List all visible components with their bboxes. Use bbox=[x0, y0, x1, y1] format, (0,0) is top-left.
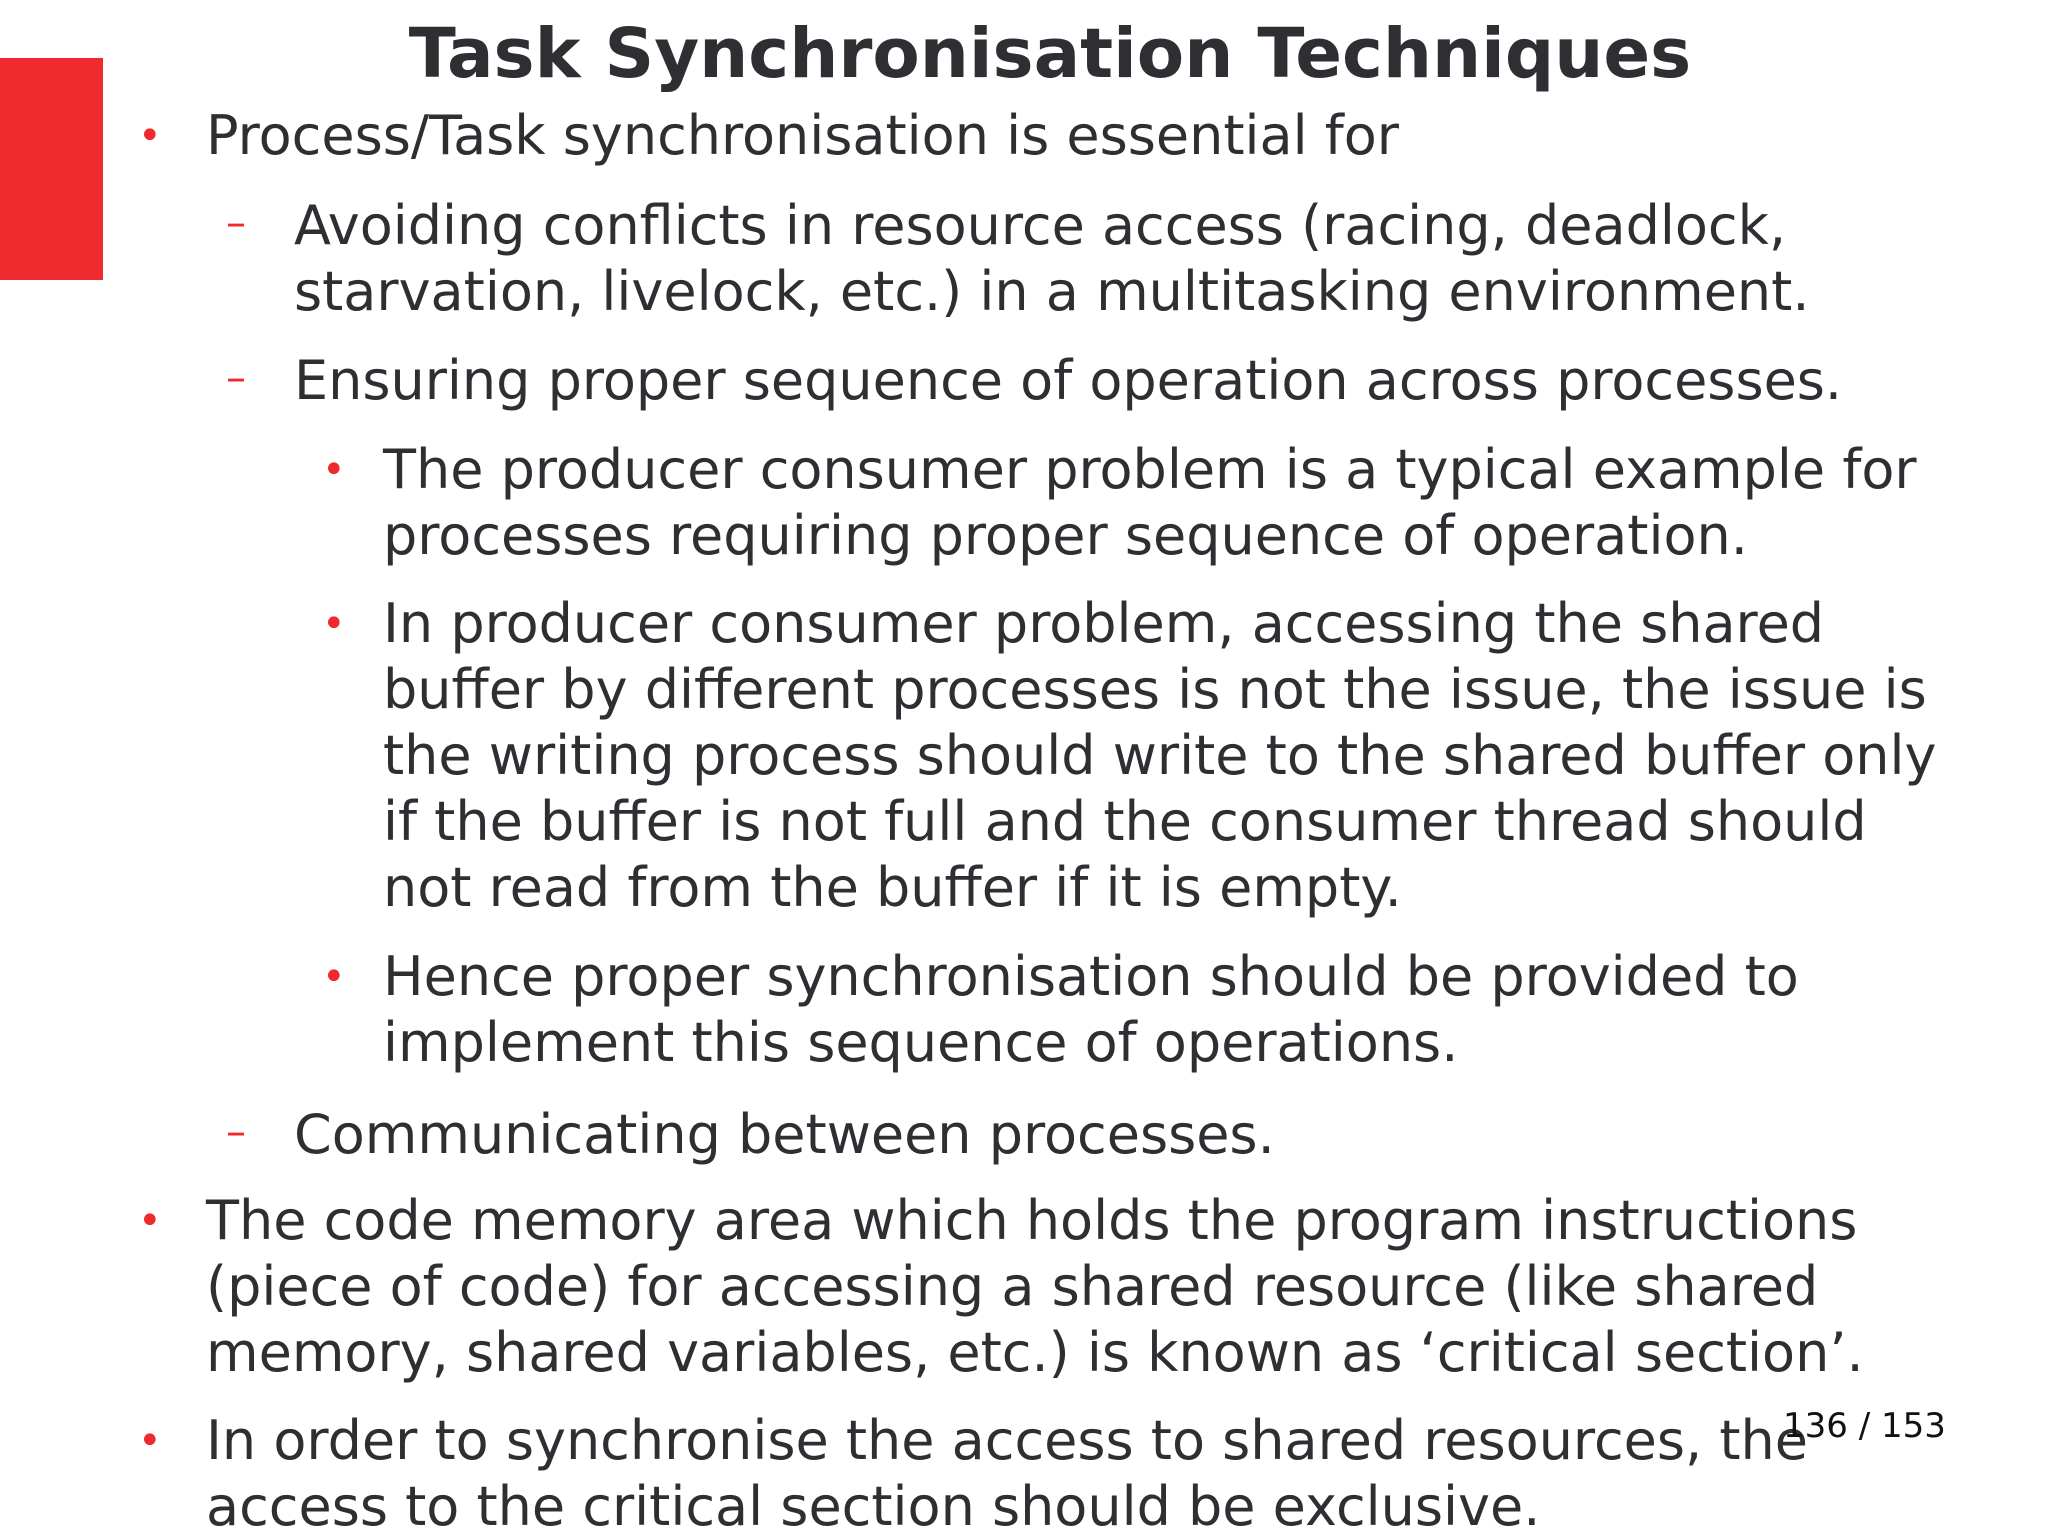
bullet-text-line: if the buffer is not full and the consumer thread should bbox=[383, 790, 1867, 853]
bullet-text-line: the writing process should write to the shared buffer only bbox=[383, 724, 1937, 787]
bullet-text-line: buffer by different processes is not the issue, the issue is bbox=[383, 658, 1927, 721]
bullet-text-line: The code memory area which holds the program instructions bbox=[206, 1189, 1858, 1252]
bullet-text-line: In producer consumer problem, accessing the shared bbox=[383, 592, 1825, 655]
bullet-text-line: Process/Task synchronisation is essential for bbox=[206, 104, 1400, 167]
bullet-item bbox=[206, 1188, 1864, 1386]
bullet-item bbox=[206, 103, 1399, 169]
bullet-text-line: In order to synchronise the access to shared resources, the bbox=[206, 1409, 1808, 1472]
bullet-marker: • bbox=[322, 954, 346, 1000]
bullet-marker: • bbox=[138, 1198, 162, 1244]
bullet-marker: • bbox=[322, 447, 346, 493]
bullet-text-line: (piece of code) for accessing a shared resource (like shared bbox=[206, 1255, 1819, 1318]
slide-title: Task Synchronisation Techniques bbox=[408, 14, 1692, 94]
bullet-text-line: starvation, livelock, etc.) in a multitasking environment. bbox=[294, 260, 1810, 323]
bullet-text-line: Communicating between processes. bbox=[294, 1103, 1275, 1166]
bullet-item bbox=[383, 944, 1799, 1076]
bullet-marker: • bbox=[138, 113, 162, 159]
bullet-text-line: Ensuring proper sequence of operation across processes. bbox=[294, 349, 1843, 412]
bullet-item bbox=[294, 348, 1842, 414]
bullet-marker: • bbox=[322, 601, 346, 647]
bullet-text-line: The producer consumer problem is a typical example for bbox=[383, 438, 1917, 501]
bullet-item bbox=[383, 437, 1917, 569]
bullet-text-line: access to the critical section should be exclusive. bbox=[206, 1475, 1541, 1538]
bullet-item bbox=[294, 1102, 1275, 1168]
bullet-item bbox=[294, 193, 1809, 325]
bullet-text-line: Avoiding conflicts in resource access (racing, deadlock, bbox=[294, 194, 1787, 257]
bullet-item bbox=[206, 1408, 1808, 1540]
bullet-text-line: Hence proper synchronisation should be provided to bbox=[383, 945, 1799, 1008]
bullet-text-line: memory, shared variables, etc.) is known as ‘critical section’. bbox=[206, 1321, 1864, 1384]
dash-marker: – bbox=[226, 1109, 246, 1155]
dash-marker: – bbox=[226, 200, 246, 246]
bullet-text-line: processes requiring proper sequence of operation. bbox=[383, 504, 1748, 567]
bullet-marker: • bbox=[138, 1418, 162, 1464]
bullet-text-line: not read from the buffer if it is empty. bbox=[383, 856, 1402, 919]
bullet-text-line: implement this sequence of operations. bbox=[383, 1011, 1459, 1074]
bullet-item bbox=[383, 591, 1936, 921]
dash-marker: – bbox=[226, 355, 246, 401]
page-number: 136 / 153 bbox=[1783, 1406, 1946, 1446]
